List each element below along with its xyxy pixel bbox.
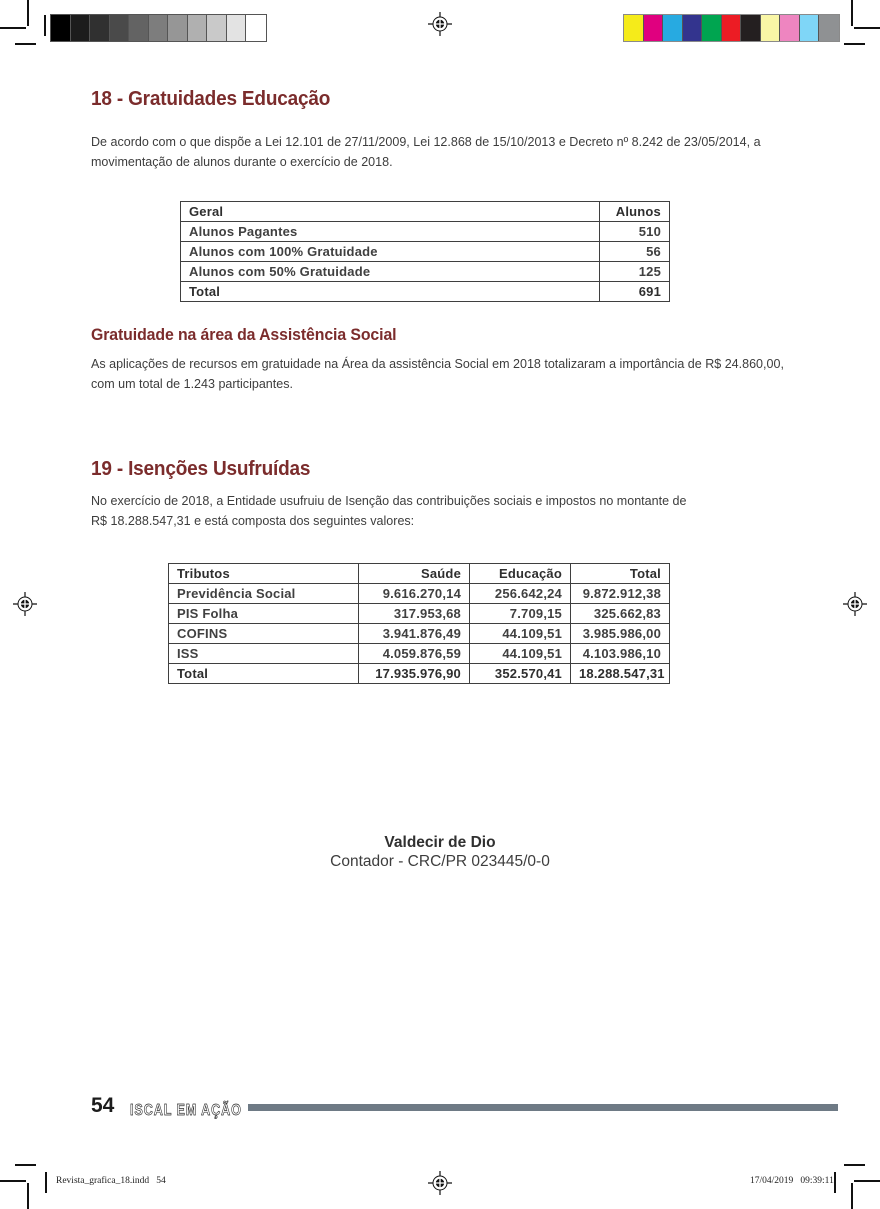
table-cell: 44.109,51 bbox=[470, 644, 571, 664]
table-cell: Total bbox=[169, 664, 359, 684]
table-cell: Previdência Social bbox=[169, 584, 359, 604]
alunos-table bbox=[180, 201, 670, 302]
imprint-page: 54 bbox=[156, 1176, 166, 1186]
table-row bbox=[181, 262, 670, 282]
crop-mark bbox=[834, 1172, 836, 1193]
footer-rule-bar bbox=[248, 1104, 838, 1111]
grayscale-swatch bbox=[168, 15, 188, 41]
color-swatch bbox=[644, 15, 664, 41]
table-row bbox=[169, 604, 670, 624]
color-swatch bbox=[722, 15, 742, 41]
grayscale-swatch bbox=[90, 15, 110, 41]
grayscale-swatch bbox=[207, 15, 227, 41]
table-header-cell: Tributos bbox=[169, 564, 359, 584]
table-header-cell: Saúde bbox=[359, 564, 470, 584]
grayscale-swatch bbox=[149, 15, 169, 41]
crop-mark bbox=[844, 1164, 865, 1166]
table-cell: 9.872.912,38 bbox=[571, 584, 670, 604]
table-cell: Alunos com 50% Gratuidade bbox=[181, 262, 600, 282]
crop-mark bbox=[854, 1180, 880, 1182]
imprint-time: 09:39:11 bbox=[800, 1176, 834, 1186]
table-cell: ISS bbox=[169, 644, 359, 664]
table-row bbox=[181, 222, 670, 242]
crop-mark bbox=[27, 0, 29, 26]
grayscale-swatch bbox=[51, 15, 71, 41]
color-calibration-bar bbox=[623, 14, 840, 42]
table-cell: 317.953,68 bbox=[359, 604, 470, 624]
table-row bbox=[169, 644, 670, 664]
table-header-cell: Geral bbox=[181, 202, 600, 222]
table-cell: 18.288.547,31 bbox=[571, 664, 670, 684]
signature-name: Valdecir de Dio bbox=[384, 834, 496, 851]
table-header-row bbox=[169, 564, 670, 584]
paragraph-line: movimentação de alunos durante o exercício de 2018. bbox=[91, 153, 393, 169]
crop-mark bbox=[854, 27, 880, 29]
crop-mark bbox=[0, 1180, 26, 1182]
social-paragraph bbox=[91, 354, 784, 393]
table-cell: Alunos Pagantes bbox=[181, 222, 600, 242]
grayscale-swatch bbox=[129, 15, 149, 41]
table-cell: Total bbox=[181, 282, 600, 302]
crop-mark bbox=[844, 43, 865, 45]
section-18-heading: 18 - Gratuidades Educação bbox=[91, 88, 331, 110]
table-cell: 325.662,83 bbox=[571, 604, 670, 624]
paragraph-line: No exercício de 2018, a Entidade usufruiu de Isenção das contribuições sociais e impostos no montante de bbox=[91, 493, 687, 508]
grayscale-swatch bbox=[227, 15, 247, 41]
tributos-table bbox=[168, 563, 670, 684]
table-total-row bbox=[181, 282, 670, 302]
color-swatch bbox=[683, 15, 703, 41]
grayscale-swatch bbox=[110, 15, 130, 41]
table-header-cell: Alunos bbox=[600, 202, 670, 222]
crosshair-registration-icon bbox=[427, 1170, 453, 1196]
table-total-row bbox=[169, 664, 670, 684]
color-swatch bbox=[819, 15, 839, 41]
signature-block bbox=[240, 833, 640, 871]
table-cell: 7.709,15 bbox=[470, 604, 571, 624]
paragraph-line: De acordo com o que dispõe a Lei 12.101 de 27/11/2009, Lei 12.868 de 15/10/2013 e Decreto nº 8.242 de 23/05/2014, a bbox=[91, 134, 761, 149]
section-19-heading: 19 - Isenções Usufruídas bbox=[91, 458, 311, 480]
crosshair-registration-icon bbox=[12, 591, 38, 617]
grayscale-swatch bbox=[71, 15, 91, 41]
table-row bbox=[181, 242, 670, 262]
color-swatch bbox=[624, 15, 644, 41]
crop-mark bbox=[27, 1183, 29, 1209]
table-cell: 3.985.986,00 bbox=[571, 624, 670, 644]
table-row bbox=[169, 624, 670, 644]
table-cell: 56 bbox=[600, 242, 670, 262]
grayscale-swatch bbox=[188, 15, 208, 41]
table-header-row bbox=[181, 202, 670, 222]
imprint-right bbox=[750, 1176, 834, 1186]
grayscale-swatch bbox=[246, 15, 266, 41]
crop-mark bbox=[15, 1164, 36, 1166]
table-cell: 691 bbox=[600, 282, 670, 302]
crop-mark bbox=[851, 0, 853, 26]
signature-role: Contador - CRC/PR 023445/0-0 bbox=[330, 853, 550, 870]
table-cell: 4.103.986,10 bbox=[571, 644, 670, 664]
table-header-cell: Total bbox=[571, 564, 670, 584]
crosshair-registration-icon bbox=[842, 591, 868, 617]
table-cell: Alunos com 100% Gratuidade bbox=[181, 242, 600, 262]
table-cell: 17.935.976,90 bbox=[359, 664, 470, 684]
table-cell: 4.059.876,59 bbox=[359, 644, 470, 664]
color-swatch bbox=[663, 15, 683, 41]
table-cell: 9.616.270,14 bbox=[359, 584, 470, 604]
imprint-filename: Revista_grafica_18.indd bbox=[56, 1176, 150, 1186]
page-number: 54 bbox=[91, 1094, 115, 1117]
color-swatch bbox=[761, 15, 781, 41]
color-swatch bbox=[780, 15, 800, 41]
table-row bbox=[169, 584, 670, 604]
table-header-cell: Educação bbox=[470, 564, 571, 584]
table-cell: PIS Folha bbox=[169, 604, 359, 624]
crop-mark bbox=[45, 1172, 47, 1193]
table-cell: 44.109,51 bbox=[470, 624, 571, 644]
crop-mark bbox=[44, 15, 46, 36]
section-18-paragraph bbox=[91, 132, 761, 171]
table-cell: 256.642,24 bbox=[470, 584, 571, 604]
table-cell: COFINS bbox=[169, 624, 359, 644]
magazine-logo: ISCAL EM AÇÃO bbox=[130, 1100, 242, 1119]
imprint-left bbox=[56, 1176, 166, 1186]
paragraph-line: com um total de 1.243 participantes. bbox=[91, 375, 293, 391]
imprint-date: 17/04/2019 bbox=[750, 1176, 794, 1186]
table-cell: 3.941.876,49 bbox=[359, 624, 470, 644]
crop-mark bbox=[0, 27, 26, 29]
crop-mark bbox=[851, 1183, 853, 1209]
color-swatch bbox=[702, 15, 722, 41]
section-19-paragraph bbox=[91, 491, 686, 530]
grayscale-calibration-bar bbox=[50, 14, 267, 42]
table-cell: 510 bbox=[600, 222, 670, 242]
paragraph-line: R$ 18.288.547,31 e está composta dos seguintes valores: bbox=[91, 512, 415, 528]
social-heading: Gratuidade na área da Assistência Social bbox=[91, 326, 397, 344]
color-swatch bbox=[741, 15, 761, 41]
crosshair-registration-icon bbox=[427, 11, 453, 37]
table-cell: 352.570,41 bbox=[470, 664, 571, 684]
color-swatch bbox=[800, 15, 820, 41]
crop-mark bbox=[15, 43, 36, 45]
table-cell: 125 bbox=[600, 262, 670, 282]
paragraph-line: As aplicações de recursos em gratuidade na Área da assistência Social em 2018 totalizaram a importância de R$ 24.860,00, bbox=[91, 356, 784, 371]
